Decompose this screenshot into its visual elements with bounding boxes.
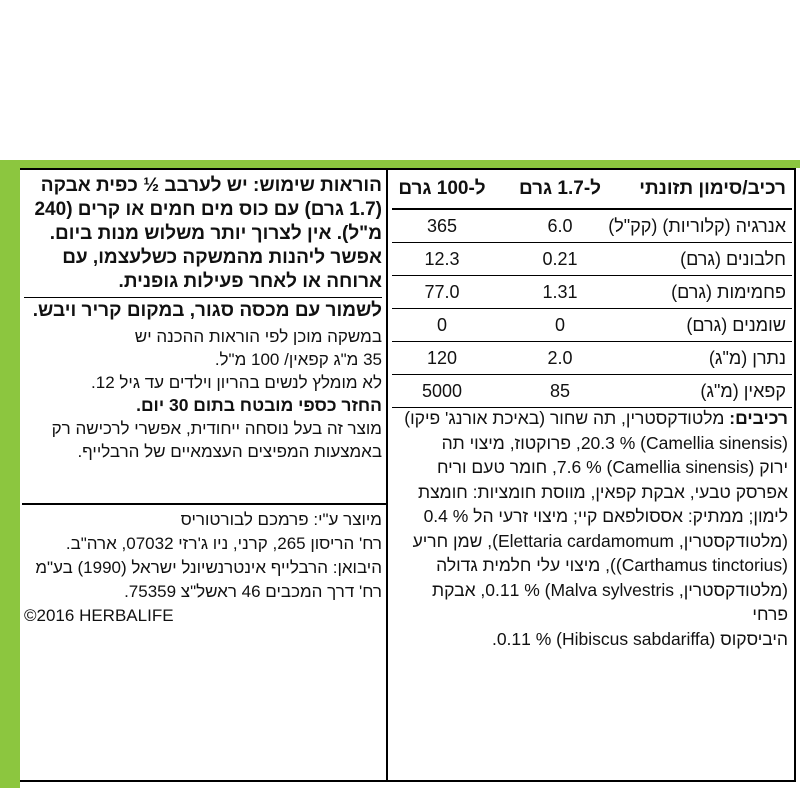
instructions-column [24, 174, 382, 463]
exclusive-note: מוצר זה בעל נוסחה ייחודית, אפשרי לרכישה רק באמצעות המפיצים העצמאיים של הרבלייף. [51, 419, 382, 461]
ingredients-block [392, 406, 790, 651]
row-per100: 0 [437, 314, 448, 335]
nutrition-row [392, 342, 792, 375]
green-top-stripe [0, 160, 800, 168]
row-label: שומנים (גרם) [686, 314, 786, 335]
header-label: רכיב/סימון תזונתי [639, 178, 786, 199]
ingredients-line: (מלטודקסטרין, Elettaria cardamomum), שמן חריע [412, 530, 788, 551]
ingredients-line: אפרסק טבעי, אבקת קפאין, מווסת חומציות: חומצת [418, 481, 788, 502]
storage-note: לשמור עם מכסה סגור, במקום קריר ויבש. [24, 297, 382, 323]
green-side-stripe [0, 168, 20, 788]
row-serving: 6.0 [547, 215, 573, 236]
ingredients-title: רכיבים: [729, 408, 788, 428]
row-label: נתרן (מ"ג) [708, 347, 786, 368]
nutrition-header-row [392, 170, 792, 210]
row-per100: 5000 [421, 380, 463, 401]
usage-instructions: הוראות שימוש: יש לערבב ½ כפית אבקה (1.7 גרם) עם כוס מים חמים או קרים (240 מ"ל). אין לצרוך יותר משלוש מנות ביום. אפשר ליהנות מהמשקה כשלעצמו, עם ארוחה או לאחר פעילות גופנית. [34, 175, 382, 292]
nutrition-row [392, 210, 792, 243]
row-label: חלבונים (גרם) [680, 248, 786, 269]
ingredients-line: (מלטודקסטרין, Malva sylvestris) % 0.11, אבקת פרחי [432, 579, 788, 624]
row-label: קפאין (מ"ג) [700, 380, 786, 401]
row-serving: 2.0 [547, 347, 573, 368]
row-per100: 77.0 [424, 281, 460, 302]
header-per-serving: ל-1.7 גרם [518, 178, 602, 199]
column-divider [386, 168, 388, 782]
ingredients-line: ירוק (Camellia sinensis) % 7.6, חומר טעם וריח [436, 457, 788, 477]
refund-guarantee: החזר כספי מובטח בתום 30 יום. [136, 395, 382, 415]
header-per-100: ל-100 גרם [398, 178, 486, 199]
row-label: אנרגיה (קלוריות) (קק"ל) [608, 215, 786, 236]
ingredients-line: רכיבים: מלטודקסטרין, תה שחור (באיכת אורנג' פיקו) [404, 408, 788, 428]
row-per100: 12.3 [424, 248, 460, 269]
row-serving: 1.31 [542, 281, 578, 302]
row-per100: 120 [426, 347, 458, 368]
ingredients-line: היביסקוס (Hibiscus sabdariffa) % 0.11. [491, 628, 788, 649]
nutrition-row [392, 375, 792, 408]
row-serving: 85 [549, 380, 571, 401]
nutrition-row [392, 243, 792, 276]
caffeine-note: במשקה מוכן לפי הוראות ההכנה יש 35 מ"ג קפאין/ 100 מ"ל. לא מומלץ לנשים בהריון וילדים עד גיל 12. [91, 327, 382, 392]
row-serving: 0 [555, 314, 566, 335]
copyright: ©2016 HERBALIFE [24, 606, 174, 625]
nutrition-table [392, 170, 792, 408]
manufacturer-block: מיוצר ע"י: פרמכם לבורטוריס רח' הריסון 265, קרני, ניו ג'רזי 07032, ארה"ב. היבואן: הרבלייף אינטרנשיונל ישראל (1990) בע"מ רח' דרך המכבים 46 ראשל"צ 75359. ©2016 HERBALIFE [24, 508, 382, 628]
row-per100: 365 [426, 215, 458, 236]
nutrition-row [392, 309, 792, 342]
row-serving: 0.21 [542, 248, 578, 269]
row-label: פחמימות (גרם) [671, 281, 786, 302]
ingredients-line: (Carthamus tinctorius)), מיצוי עלי חלמית גדולה [436, 555, 788, 575]
ingredients-line: לימון; ממתיק: אססולפאם קיי; מיצוי זרעי הל % 0.4 [423, 506, 788, 526]
manufacturer-divider [22, 503, 386, 505]
ingredients-line: (Camellia sinensis) % 20.3, פרוקטוז, מיצוי תה [441, 432, 788, 453]
nutrition-row [392, 276, 792, 309]
